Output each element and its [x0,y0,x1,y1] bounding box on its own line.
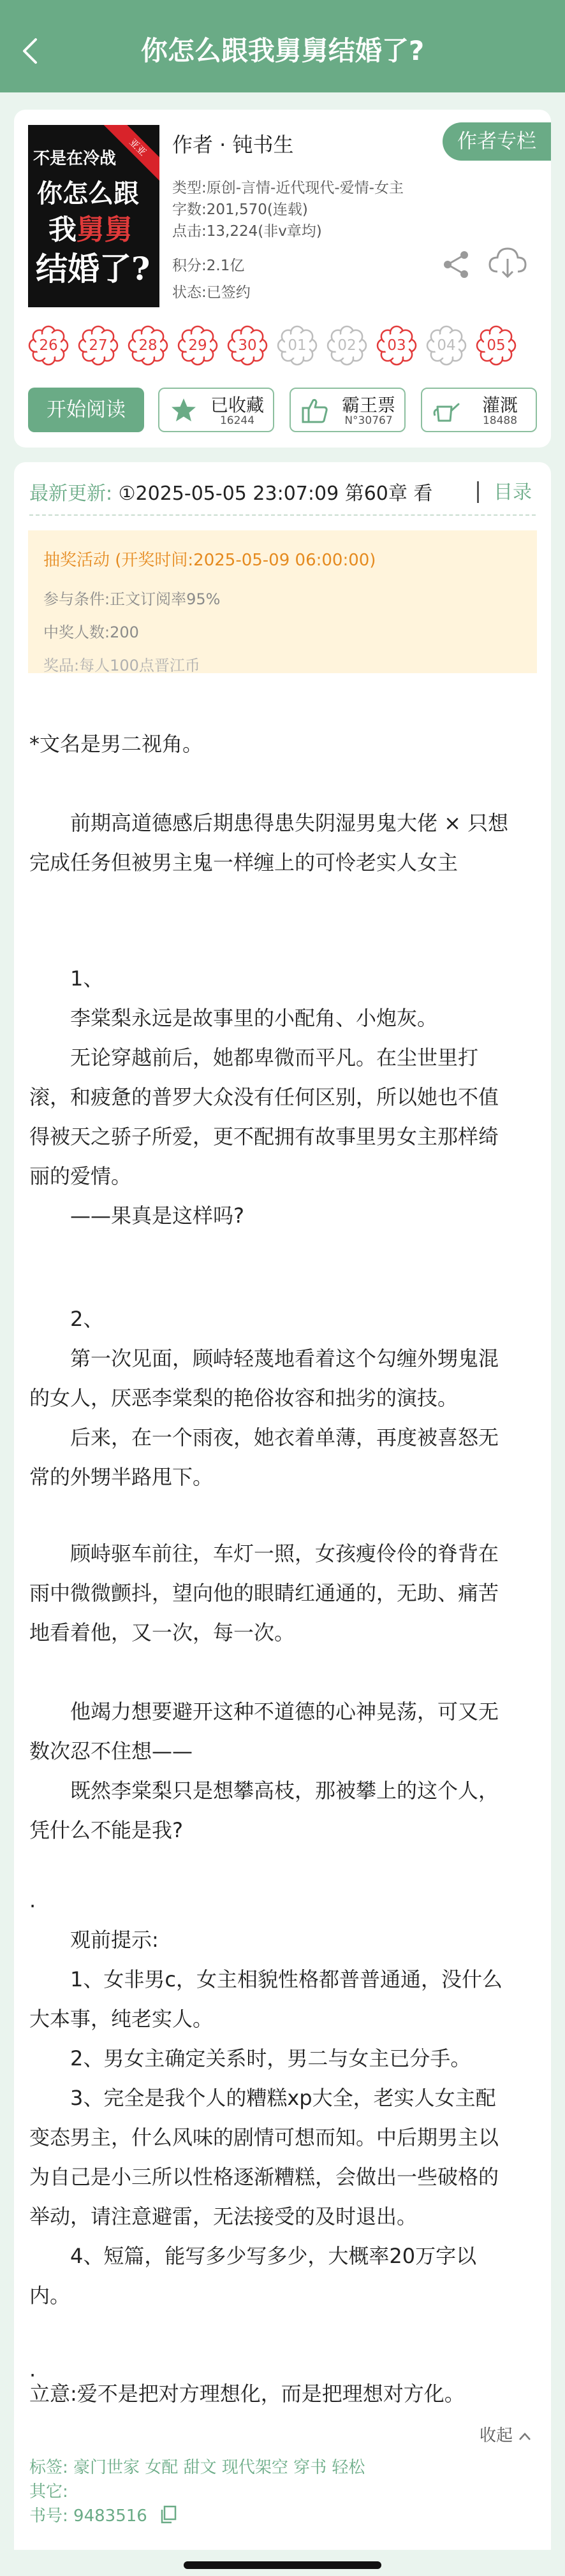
flower-day-label: 05 [487,337,506,354]
latest-update-truncated: 看 [413,483,433,505]
collect-button[interactable] [158,388,274,432]
flower-day-label: 27 [89,337,108,354]
table-of-contents-link[interactable]: 目录 [494,481,532,504]
flower-day-label: 04 [437,337,456,354]
flower-day-9[interactable] [426,325,467,366]
author-name[interactable]: 作者 · 钝书生 [172,133,294,157]
flower-day-4[interactable] [177,325,218,366]
irrigate-button[interactable] [421,388,537,432]
flower-day-label: 30 [238,337,257,354]
cover-line-2: 你怎么跟 [37,178,139,208]
page-title: 你怎么跟我舅舅结婚了? [140,35,425,66]
share-icon[interactable] [440,249,472,280]
book-type: 类型:原创-言情-近代现代-爱情-女主 [172,180,404,196]
irrigate-count: 18488 [482,414,518,427]
ticket-button[interactable] [290,388,406,432]
intro-line: 变态男主，什么风味的剧情可想而知。中后期男主以 [29,2125,499,2150]
intro-line: 1、 [29,966,104,991]
intro-line: 得被天之骄子所爱，更不配拥有故事里男女主那样绮 [29,1124,499,1149]
intro-line: 既然李棠梨只是想攀高枝，那被攀上的这个人， [29,1779,499,1803]
intro-line: 滚，和疲惫的普罗大众没有任何区别，所以她也不值 [29,1085,499,1109]
flower-day-label: 28 [138,337,158,354]
intro-line: 无论穿越前后，她都卑微而平凡。在尘世里打 [29,1045,479,1070]
home-indicator[interactable] [184,2561,381,2569]
sign-status: 状态:已签约 [172,284,251,301]
intro-line: ——果真是这样吗? [29,1204,244,1228]
dashed-divider [29,514,536,516]
lottery-title: 抽奖活动 (开奖时间:2025-05-09 06:00:00) [43,551,376,570]
cover-line-4: 结婚了? [36,250,150,287]
tag-list[interactable]: 标签: 豪门世家 女配 甜文 现代架空 穿书 轻松 [29,2458,365,2477]
intro-line: 丽的爱情。 [29,1164,132,1188]
collect-count: 16244 [219,414,255,427]
flower-day-5[interactable] [227,325,268,366]
intro-line: 凭什么不能是我? [29,1818,183,1842]
word-count: 字数:201,570(连载) [172,201,308,218]
intro-line: 前期高道德感后期患得患失阴湿男鬼大佬 × 只想 [29,811,509,835]
flower-day-7[interactable] [327,325,367,366]
book-cover[interactable] [28,125,159,307]
top-bar [0,0,565,92]
intro-line: 后来，在一个雨夜，她衣着单薄，再度被喜怒无 [29,1425,499,1450]
intro-line: 顾峙驱车前往，车灯一照，女孩瘦伶伶的脊背在 [29,1541,499,1566]
flower-day-10[interactable] [476,325,517,366]
intro-line: 雨中微微颤抖，望向他的眼睛红通通的，无助、痛苦 [29,1581,499,1605]
lottery-condition: 参与条件:正文订阅率95% [43,590,221,608]
intro-line: 他竭力想要避开这种不道德的心神晃荡，可又无 [29,1699,499,1724]
flower-day-label: 03 [387,337,406,354]
intro-line: 2、男女主确定关系时，男二与女主已分手。 [29,2046,471,2070]
copy-icon[interactable] [159,2505,177,2524]
collapse-label: 收起 [480,2426,513,2445]
intro-line: . [29,2357,36,2382]
ticket-count: N°30767 [344,414,393,427]
cover-ribbon: 亚亚 [100,125,159,185]
flower-day-8[interactable] [376,325,417,366]
intro-line: 内。 [29,2283,71,2308]
flower-day-2[interactable] [78,325,119,366]
latest-update-text: ①2025-05-05 23:07:09 第60章 [118,483,414,505]
divider [477,481,479,503]
intro-line: 常的外甥半路甩下。 [29,1465,214,1489]
cover-line-3: 我舅舅 [48,214,133,246]
star-icon [170,397,198,425]
other-tags: 其它: [29,2482,68,2501]
intro-line: 1、女非男c，女主相貌性格都普普通通，没什么 [29,1967,503,1991]
points: 积分:2.1亿 [172,258,245,274]
lottery-panel[interactable] [28,530,537,673]
intro-line: 李棠梨永远是故事里的小配角、小炮灰。 [29,1006,438,1030]
flower-day-label: 26 [39,337,58,354]
flower-day-3[interactable] [128,325,168,366]
collect-label: 已收藏 [210,395,264,416]
irrigate-label: 灌溉 [481,395,518,416]
start-reading-button[interactable]: 开始阅读 [28,388,144,432]
flower-day-6[interactable] [277,325,318,366]
collapse-button[interactable] [480,2422,532,2446]
lottery-winners: 中奖人数:200 [43,623,139,641]
intro-line: 3、完全是我个人的糟糕xp大全，老实人女主配 [29,2086,496,2110]
flower-day-label: 01 [288,337,307,354]
cloud-download-icon[interactable] [487,244,528,282]
click-count: 点击:13,224(非v章均) [172,223,322,240]
author-column-button[interactable]: 作者专栏 [443,122,551,161]
lottery-prize: 奖品:每人100点晋江币 [43,657,200,674]
intro-line: 数次忍不住想—— [29,1739,193,1763]
chevron-up-icon [518,2431,532,2441]
watering-can-icon [432,397,460,425]
latest-update[interactable] [29,477,444,506]
flower-day-label: 02 [337,337,356,354]
intro-line: *文名是男二视角。 [29,732,203,756]
flower-day-label: 29 [188,337,207,354]
intro-line: . [29,1888,36,1912]
intro-line: 2、 [29,1307,104,1331]
intro-line: 大本事，纯老实人。 [29,2007,214,2031]
intro-line: 为自己是小三所以性格逐渐糟糕，会做出一些破格的 [29,2165,499,2189]
book-detail-card [14,462,551,2566]
intro-line: 4、短篇，能写多少写多少，大概率20万字以 [29,2244,477,2268]
intro-line: 完成任务但被男主鬼一样缠上的可怜老实人女主 [29,850,459,875]
intro-line: 的女人，厌恶李棠梨的艳俗妆容和拙劣的演技。 [29,1386,459,1410]
book-number: 书号: 9483516 [29,2507,147,2526]
intro-line: 第一次见面，顾峙轻蔑地看着这个勾缠外甥鬼混 [29,1346,499,1371]
intro-line: 观前提示: [29,1928,159,1952]
intro-line: 地看着他，又一次，每一次。 [29,1620,295,1645]
book-info-card [14,110,551,448]
flower-day-1[interactable] [28,325,69,366]
cover-line-1: 不是在冷战 [33,149,117,168]
thumbs-up-icon [301,397,329,425]
ticket-label: 霸王票 [341,395,395,416]
latest-update-label: 最新更新: [29,483,113,505]
flower-calendar [28,325,551,370]
intro-line: 立意:爱不是把对方理想化，而是把理想对方化。 [29,2382,465,2406]
intro-line: 举动，请注意避雷，无法接受的及时退出。 [29,2204,418,2229]
